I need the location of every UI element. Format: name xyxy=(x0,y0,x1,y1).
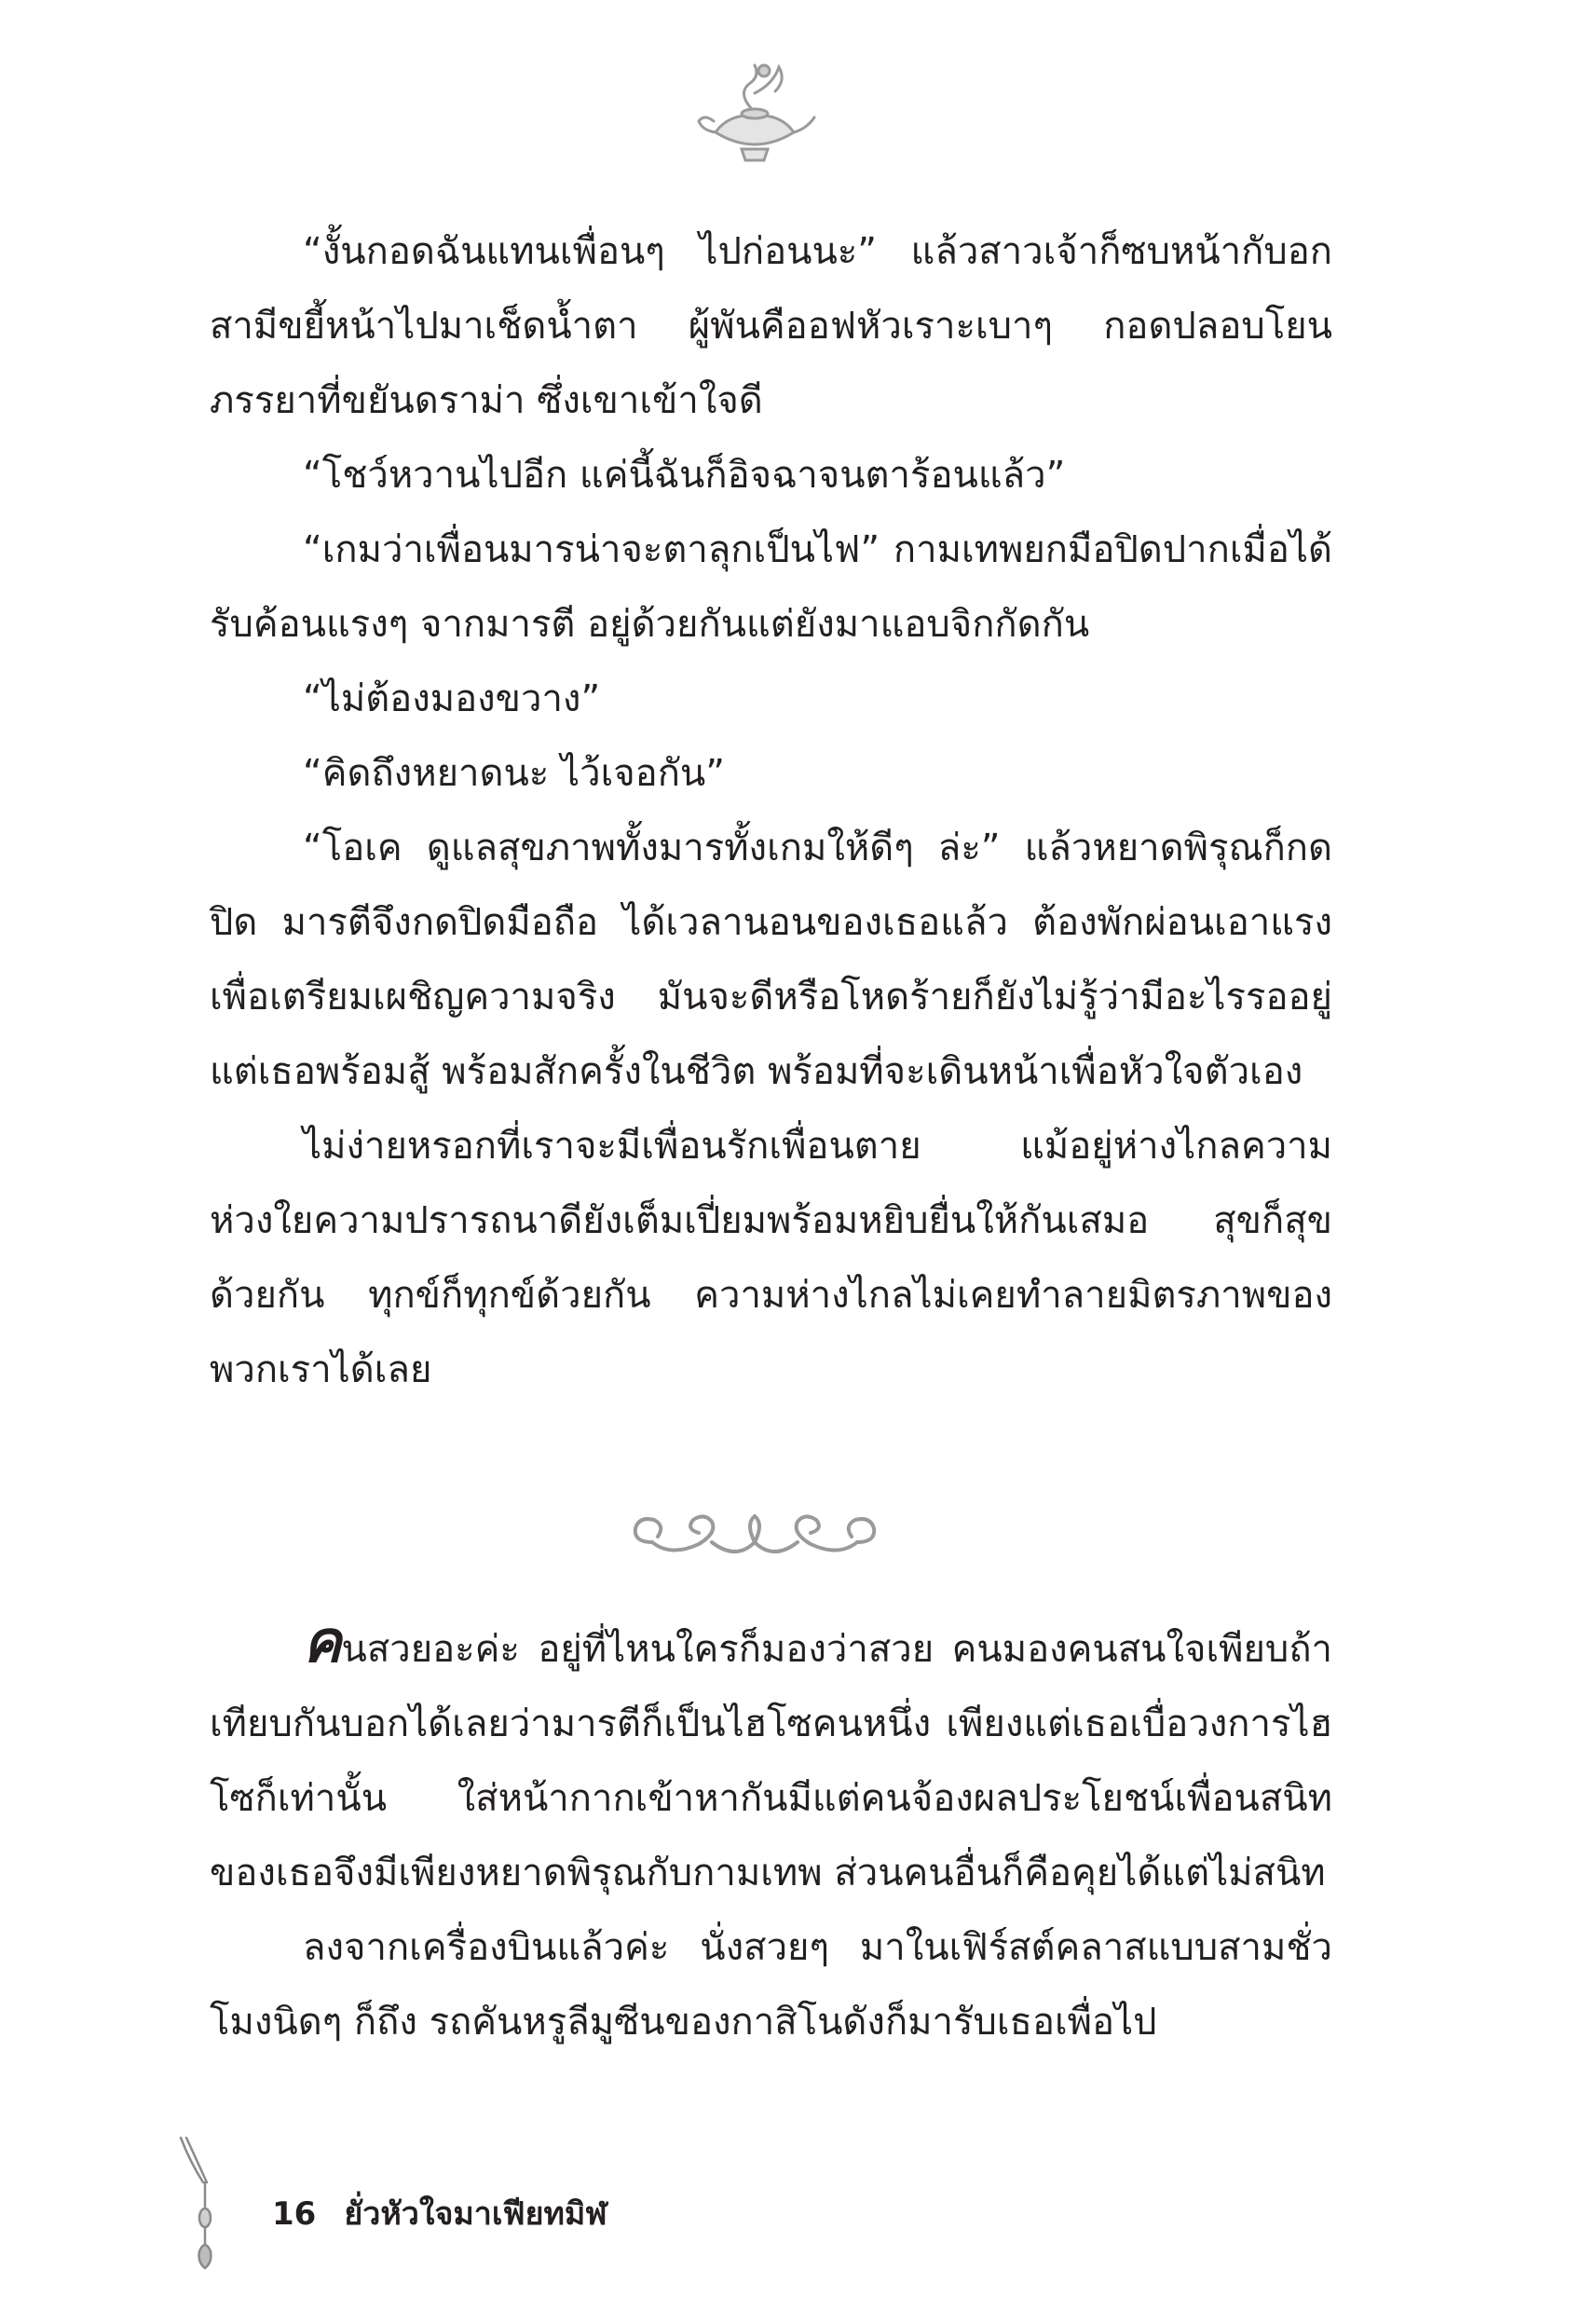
paragraph: “คิดถึงหยาดนะ ไว้เจอกัน” xyxy=(303,752,725,795)
paragraph: ลงจากเครื่องบินแล้วค่ะ นั่งสวยๆ มาในเฟิร์สต์คลาสแบบสามชั่วโมงนิดๆ ก็ถึง รถคันหรูลีมูซีนของกาสิโนดังก็มารับเธอเพื่อไป xyxy=(210,1926,1332,2044)
paragraph: “โอเค ดูแลสุขภาพทั้งมารทั้งเกมให้ดีๆ ล่ะ” แล้วหยาดพิรุณก็กดปิด มารตีจึงกดปิดมือถือ ได้เวลานอนของเธอแล้ว ต้องพักผ่อนเอาแรงเพื่อเตรียมเผชิญความจริง มันจะดีหรือโหดร้ายก็ยังไม่รู้ว่ามีอะไรรออยู่ แต่เธอพร้อมสู้ พร้อมสักครั้งในชีวิต พร้อมที่จะเดินหน้าเพื่อหัวใจตัวเอง xyxy=(210,827,1332,1093)
page-number: 16 xyxy=(272,2195,317,2233)
page-footer xyxy=(272,2192,607,2236)
text-block-top xyxy=(210,214,1332,1407)
paragraph: “ไม่ต้องมองขวาง” xyxy=(303,677,601,720)
book-title: ยั่วหัวใจมาเฟียทมิฬ xyxy=(344,2195,607,2233)
paragraph-with-dropcap xyxy=(210,1607,1332,1910)
paragraph: “โชว์หวานไปอีก แค่นี้ฉันก็อิจฉาจนตาร้อนแล้ว” xyxy=(303,454,1066,497)
genie-lamp-icon xyxy=(689,56,820,168)
swirl-divider-icon xyxy=(615,1505,894,1570)
paragraph: ไม่ง่ายหรอกที่เราจะมีเพื่อนรักเพื่อนตาย แม้อยู่ห่างไกลความห่วงใยความปรารถนาดียังเต็มเปี่ยมพร้อมหยิบยื่นให้กันเสมอ สุขก็สุขด้วยกัน ทุกข์ก็ทุกข์ด้วยกัน ความห่างไกลไม่เคยทำลายมิตรภาพของพวกเราได้เลย xyxy=(210,1125,1332,1391)
paragraph: “งั้นกอดฉันแทนเพื่อนๆ ไปก่อนนะ” แล้วสาวเจ้าก็ซบหน้ากับอกสามีขยี้หน้าไปมาเช็ดน้ำตา ผู้พันคืออฟหัวเราะเบาๆ กอดปลอบโยนภรรยาที่ขยันดราม่า ซึ่งเขาเข้าใจดี xyxy=(210,230,1332,422)
paragraph: “เกมว่าเพื่อนมารน่าจะตาลุกเป็นไฟ” กามเทพยกมือปิดปากเมื่อได้รับค้อนแรงๆ จากมารตี อยู่ด้วยกันแต่ยังมาแอบจิกกัดกัน xyxy=(210,528,1332,646)
paragraph-text: นสวยอะค่ะ อยู่ที่ไหนใครก็มองว่าสวย คนมองคนสนใจเพียบถ้าเทียบกันบอกได้เลยว่ามารตีก็เป็นไฮโซคนหนึ่ง เพียงแต่เธอเบื่อวงการไฮโซก็เท่านั้น ใส่หน้ากากเข้าหากันมีแต่คนจ้องผลประโยชน์เพื่อนสนิทของเธอจึงมีเพียงหยาดพิรุณกับกามเทพ ส่วนคนอื่นก็คือคุยได้แต่ไม่สนิท xyxy=(210,1628,1332,1894)
text-block-bottom xyxy=(210,1607,1332,2059)
hanging-charm-icon xyxy=(177,2134,233,2274)
drop-cap: ค xyxy=(303,1607,342,1675)
